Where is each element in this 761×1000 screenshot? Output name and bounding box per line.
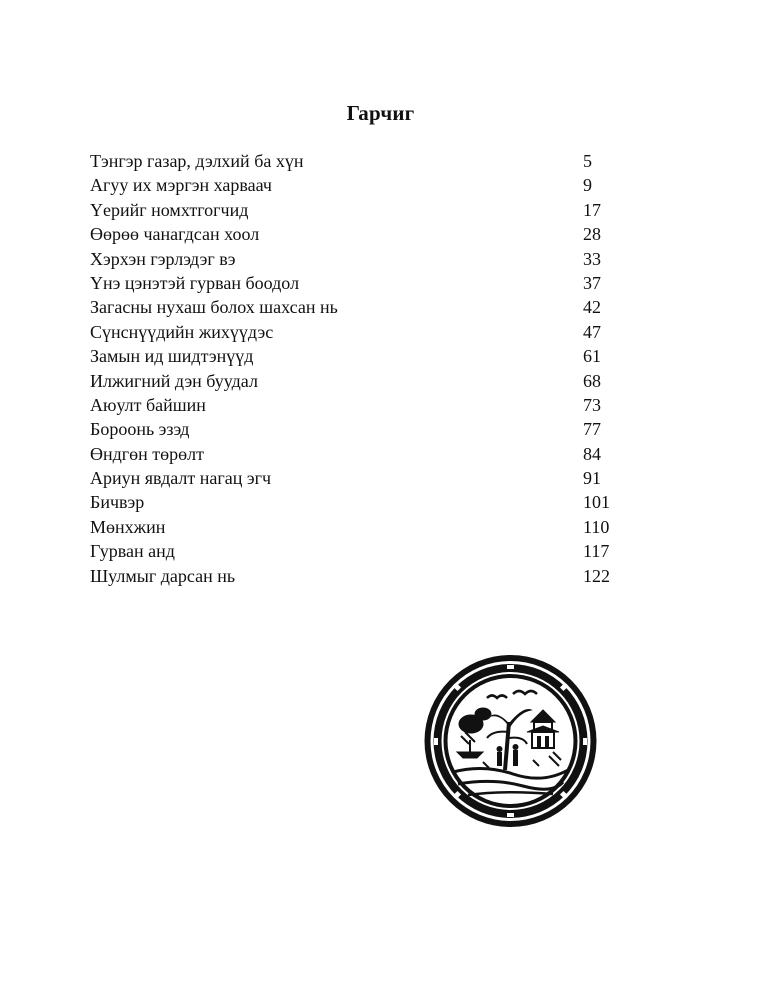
toc-entry	[90, 369, 630, 393]
toc-entry	[90, 466, 630, 490]
toc-entry	[90, 149, 630, 173]
toc-entry	[90, 173, 630, 197]
toc-entry	[90, 564, 630, 588]
toc-entry-title: Гурван анд	[90, 541, 175, 562]
toc-entry	[90, 417, 630, 441]
round-woodcut-medallion-icon	[413, 652, 608, 830]
toc-entry-title: Ариун явдалт нагац эгч	[90, 468, 272, 489]
toc-entry-title: Агуу их мэргэн харваач	[90, 175, 272, 196]
toc-entry-page: 101	[583, 492, 610, 513]
toc-entry-page: 77	[583, 419, 601, 440]
toc-entry-page: 33	[583, 248, 601, 269]
toc-entry-title: Замын ид шидтэнүүд	[90, 346, 254, 367]
toc-entry-page: 117	[583, 541, 610, 562]
toc-entry-page: 9	[583, 175, 592, 196]
toc-entry-title: Үерийг номхтгогчид	[90, 199, 249, 220]
toc-entry-page: 110	[583, 516, 610, 537]
toc-entry-page: 122	[583, 565, 610, 586]
toc-entry-page: 68	[583, 370, 601, 391]
toc-entry	[90, 393, 630, 417]
toc-entry	[90, 490, 630, 514]
toc-entry-page: 61	[583, 346, 601, 367]
toc-entry-title: Үнэ цэнэтэй гурван боодол	[90, 272, 300, 293]
toc-entry-title: Сүнснүүдийн жихүүдэс	[90, 321, 274, 342]
toc-entry-title: Илжигний дэн буудал	[90, 370, 258, 391]
toc-entry-page: 17	[583, 199, 601, 220]
toc-entry-page: 5	[583, 151, 592, 171]
toc-entry-page: 37	[583, 272, 601, 293]
toc-entry	[90, 442, 630, 466]
toc-entry-title: Өндгөн төрөлт	[90, 443, 205, 464]
toc-entry	[90, 295, 630, 319]
toc-entry-title: Тэнгэр газар, дэлхий ба хүн	[90, 151, 304, 171]
toc-entry-title: Бичвэр	[90, 492, 145, 513]
toc-entry-page: 47	[583, 321, 601, 342]
toc-entry	[90, 344, 630, 368]
toc-entry	[90, 515, 630, 539]
toc-entry-title: Мөнхжин	[90, 516, 166, 537]
toc-entry-page: 42	[583, 297, 601, 318]
toc-entry	[90, 247, 630, 271]
toc-entry-title: Өөрөө чанагдсан хоол	[90, 224, 260, 245]
toc-entry	[90, 198, 630, 222]
page-title: Гарчиг	[346, 101, 415, 125]
toc-entry-page: 91	[583, 468, 601, 489]
toc-entry-page: 28	[583, 224, 601, 245]
toc-entry-page: 73	[583, 394, 601, 415]
toc-entry-title: Бороонь эзэд	[90, 419, 190, 440]
toc-entry	[90, 539, 630, 563]
toc-entry-page: 84	[583, 443, 601, 464]
toc-entry	[90, 222, 630, 246]
table-of-contents	[90, 149, 630, 588]
toc-entry-title: Шулмыг дарсан нь	[90, 565, 236, 586]
toc-entry-title: Аюулт байшин	[90, 394, 206, 415]
toc-entry	[90, 320, 630, 344]
toc-entry-title: Загасны нухаш болох шахсан нь	[90, 297, 338, 318]
toc-entry-title: Хэрхэн гэрлэдэг вэ	[90, 248, 236, 269]
toc-entry	[90, 271, 630, 295]
